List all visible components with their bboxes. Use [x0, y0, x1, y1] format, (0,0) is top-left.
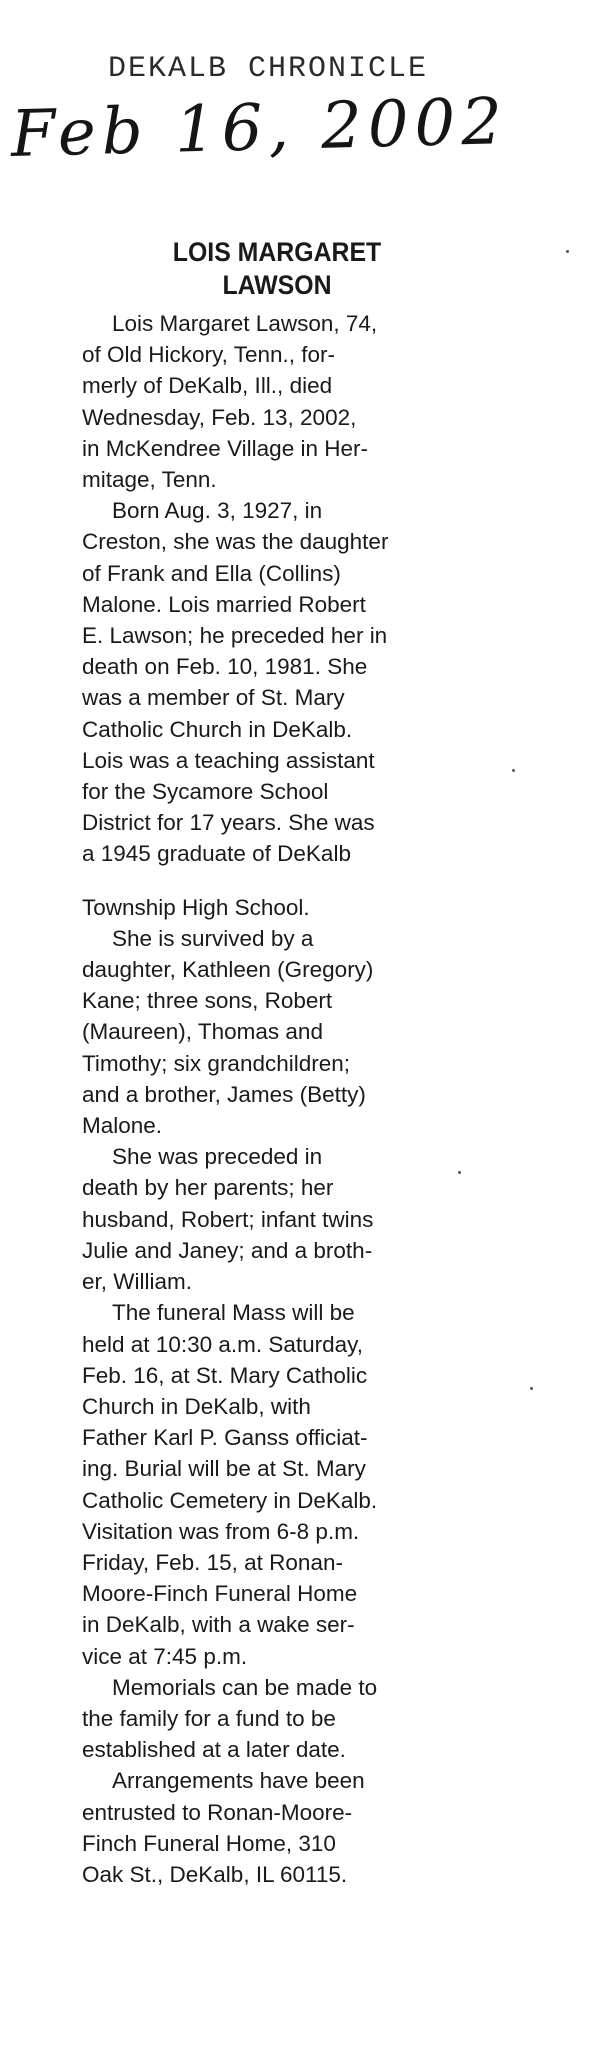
obituary-line: was a member of St. Mary	[82, 685, 345, 711]
obituary-line: Lois Margaret Lawson, 74,	[112, 311, 378, 336]
obituary-article	[82, 236, 472, 1890]
obituary-paragraph	[82, 923, 472, 1141]
obituary-line: established at a later date.	[82, 1737, 346, 1763]
obituary-line: of Old Hickory, Tenn., for-	[82, 342, 336, 368]
scan-speck	[458, 1171, 461, 1174]
obituary-line: Friday, Feb. 15, at Ronan-	[82, 1549, 343, 1575]
scan-speck	[566, 250, 569, 253]
headline-line: LOIS MARGARET	[172, 237, 382, 267]
obituary-line: E. Lawson; he preceded her in	[82, 623, 388, 649]
obituary-line: for the Sycamore School	[82, 779, 329, 805]
obituary-paragraph	[82, 308, 472, 495]
obituary-line: husband, Robert; infant twins	[82, 1206, 374, 1232]
obituary-line: Memorials can be made to	[112, 1674, 378, 1700]
obituary-line: (Maureen), Thomas and	[82, 1019, 323, 1045]
newspaper-masthead: DEKALB CHRONICLE	[108, 52, 429, 86]
obituary-line: District for 17 years. She was	[82, 810, 375, 836]
obituary-body	[82, 308, 472, 1890]
obituary-paragraph	[82, 1141, 472, 1297]
obituary-line: Catholic Church in DeKalb.	[82, 716, 353, 742]
obituary-line: Arrangements have been	[112, 1768, 365, 1794]
handwritten-date: Feb 16, 2002	[10, 84, 509, 172]
obituary-line: Malone.	[82, 1113, 163, 1139]
obituary-paragraph	[82, 1672, 472, 1766]
obituary-line: Kane; three sons, Robert	[82, 988, 333, 1014]
obituary-line: Feb. 16, at St. Mary Catholic	[82, 1362, 368, 1388]
obituary-line: She was preceded in	[112, 1144, 323, 1170]
obituary-line: entrusted to Ronan-Moore-	[82, 1799, 353, 1825]
obituary-line: mitage, Tenn.	[82, 467, 217, 493]
obituary-line: Oak St., DeKalb, IL 60115.	[82, 1861, 348, 1887]
obituary-line: death by her parents; her	[82, 1175, 334, 1201]
obituary-line: The funeral Mass will be	[112, 1300, 355, 1326]
obituary-line: Creston, she was the daughter	[82, 529, 389, 555]
obituary-line: and a brother, James (Betty)	[82, 1081, 366, 1107]
obituary-line: Lois was a teaching assistant	[82, 747, 375, 773]
obituary-line: a 1945 graduate of DeKalb	[82, 841, 351, 867]
obituary-line: er, William.	[82, 1269, 193, 1295]
obituary-headline	[98, 236, 457, 302]
obituary-line: Church in DeKalb, with	[82, 1393, 311, 1419]
obituary-line: of Frank and Ella (Collins)	[82, 560, 341, 586]
obituary-line: Father Karl P. Ganss officiat-	[82, 1425, 368, 1451]
column-break	[82, 870, 472, 892]
obituary-line: Born Aug. 3, 1927, in	[112, 498, 323, 524]
headline-line: LAWSON	[222, 270, 332, 300]
obituary-line: ing. Burial will be at St. Mary	[82, 1456, 366, 1482]
obituary-line: Township High School.	[82, 894, 310, 920]
obituary-line: Moore-Finch Funeral Home	[82, 1581, 358, 1607]
obituary-paragraph	[82, 495, 472, 923]
obituary-line: merly of DeKalb, Ill., died	[82, 373, 333, 399]
obituary-paragraph	[82, 1297, 472, 1671]
obituary-line: Timothy; six grandchildren;	[82, 1050, 351, 1076]
obituary-line: Finch Funeral Home, 310	[82, 1830, 336, 1856]
obituary-line: Julie and Janey; and a broth-	[82, 1237, 373, 1263]
obituary-line: vice at 7:45 p.m.	[82, 1643, 248, 1669]
obituary-line: She is survived by a	[112, 925, 314, 951]
obituary-line: Wednesday, Feb. 13, 2002,	[82, 404, 357, 430]
obituary-line: Catholic Cemetery in DeKalb.	[82, 1487, 378, 1513]
obituary-line: Visitation was from 6-8 p.m.	[82, 1518, 360, 1544]
scan-speck	[512, 769, 515, 772]
obituary-line: in DeKalb, with a wake ser-	[82, 1612, 355, 1638]
obituary-line: death on Feb. 10, 1981. She	[82, 654, 368, 680]
obituary-line: in McKendree Village in Her-	[82, 435, 368, 461]
obituary-paragraph	[82, 1765, 472, 1890]
obituary-line: held at 10:30 a.m. Saturday,	[82, 1331, 364, 1357]
scan-speck	[530, 1387, 533, 1390]
obituary-line: daughter, Kathleen (Gregory)	[82, 957, 374, 983]
obituary-line: the family for a fund to be	[82, 1705, 336, 1731]
obituary-line: Malone. Lois married Robert	[82, 591, 366, 617]
